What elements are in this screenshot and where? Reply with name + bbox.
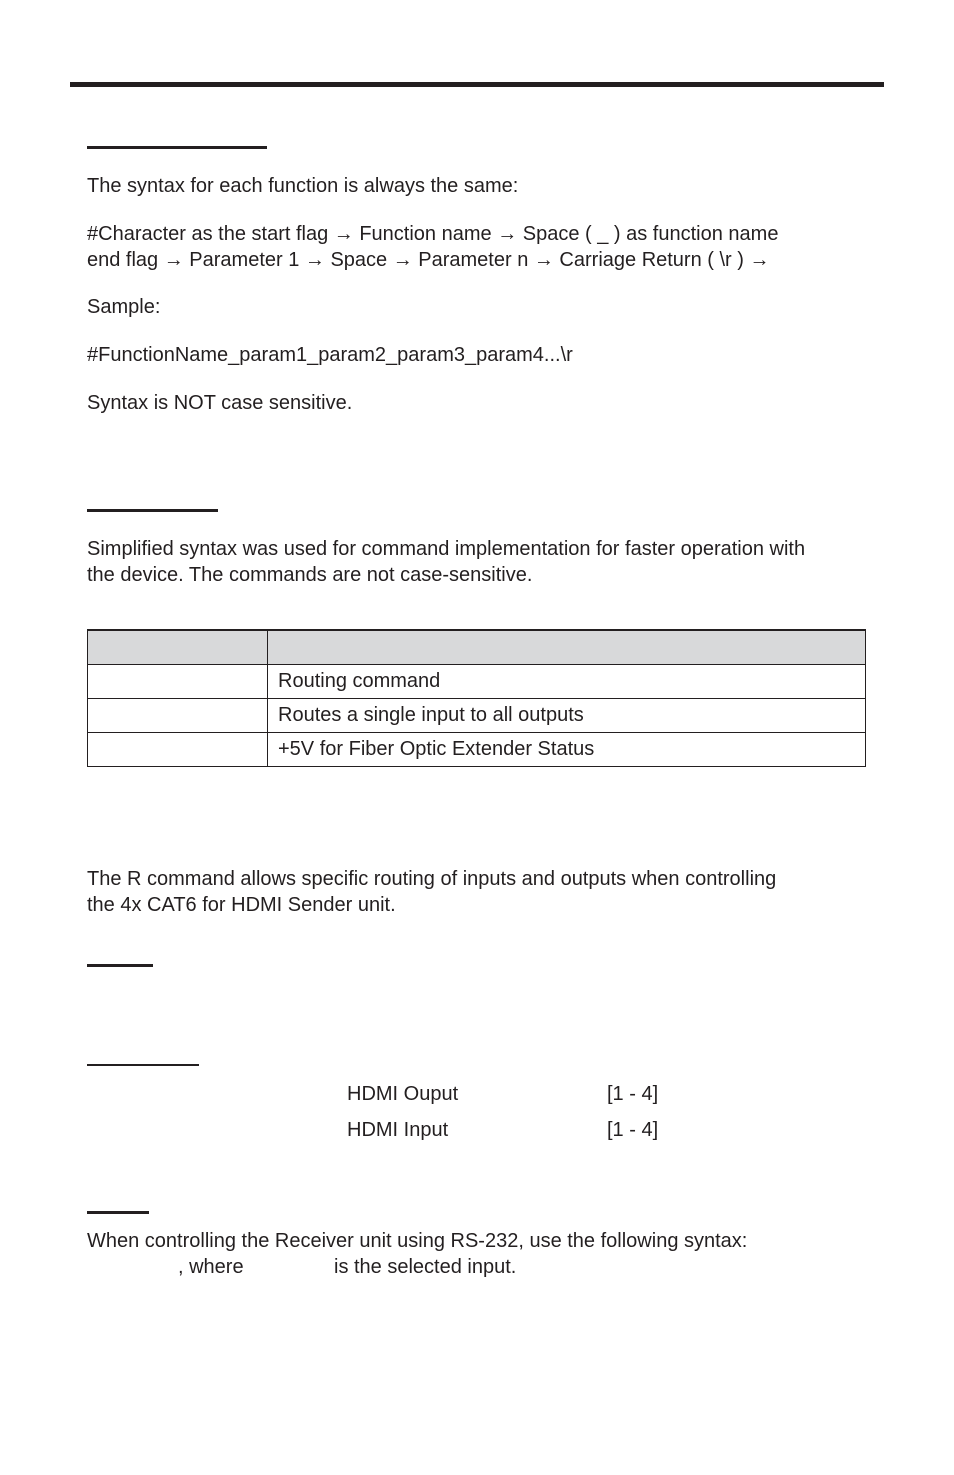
syntax-flow-line-1: #Character as the start flag → Function name → Space ( _ ) as function name [87,223,779,245]
receiver-note-end: is the selected input. [334,1256,517,1278]
section-heading-underline [87,509,218,512]
syntax-intro: The syntax for each function is always the same: [87,175,519,197]
sample-code: #FunctionName_param1_param2_param3_param4...\r [87,344,573,366]
table-cell-command [88,699,268,733]
receiver-note-where: , where [178,1256,244,1278]
table-row [88,665,866,699]
table-cell-description: +5V for Fiber Optic Extender Status [268,733,866,767]
table-cell-description: Routing command [268,665,866,699]
param-range: [1 - 4] [607,1119,659,1141]
case-note: Syntax is NOT case sensitive. [87,392,353,414]
table-cell-command [88,733,268,767]
table-cell-command [88,665,268,699]
sample-label: Sample: [87,296,161,318]
table-header-row [88,630,866,665]
header-rule [70,82,884,87]
r-command-desc-line-2: the 4x CAT6 for HDMI Sender unit. [87,894,396,916]
table-header-cell [88,630,268,665]
notes-heading-underline [87,1211,149,1214]
syntax-flow-line-2: end flag → Parameter 1 → Space → Parameter n → Carriage Return ( \r ) → [87,249,770,271]
r-command-desc-line-1: The R command allows specific routing of inputs and outputs when controlling [87,868,777,890]
param-range: [1 - 4] [607,1083,659,1105]
receiver-note-line-1: When controlling the Receiver unit using RS-232, use the following syntax: [87,1230,748,1252]
syntax-heading-underline [87,964,153,967]
table-header-cell [268,630,866,665]
commands-intro-line-2: the device. The commands are not case-sensitive. [87,564,533,586]
command-table [87,629,866,767]
param-name: HDMI Input [347,1119,449,1141]
commands-intro-line-1: Simplified syntax was used for command implementation for faster operation with [87,538,806,560]
param-name: HDMI Ouput [347,1083,459,1105]
section-heading-underline [87,146,267,149]
parameters-heading-underline [87,1064,199,1066]
table-row [88,699,866,733]
table-cell-description: Routes a single input to all outputs [268,699,866,733]
table-row [88,733,866,767]
